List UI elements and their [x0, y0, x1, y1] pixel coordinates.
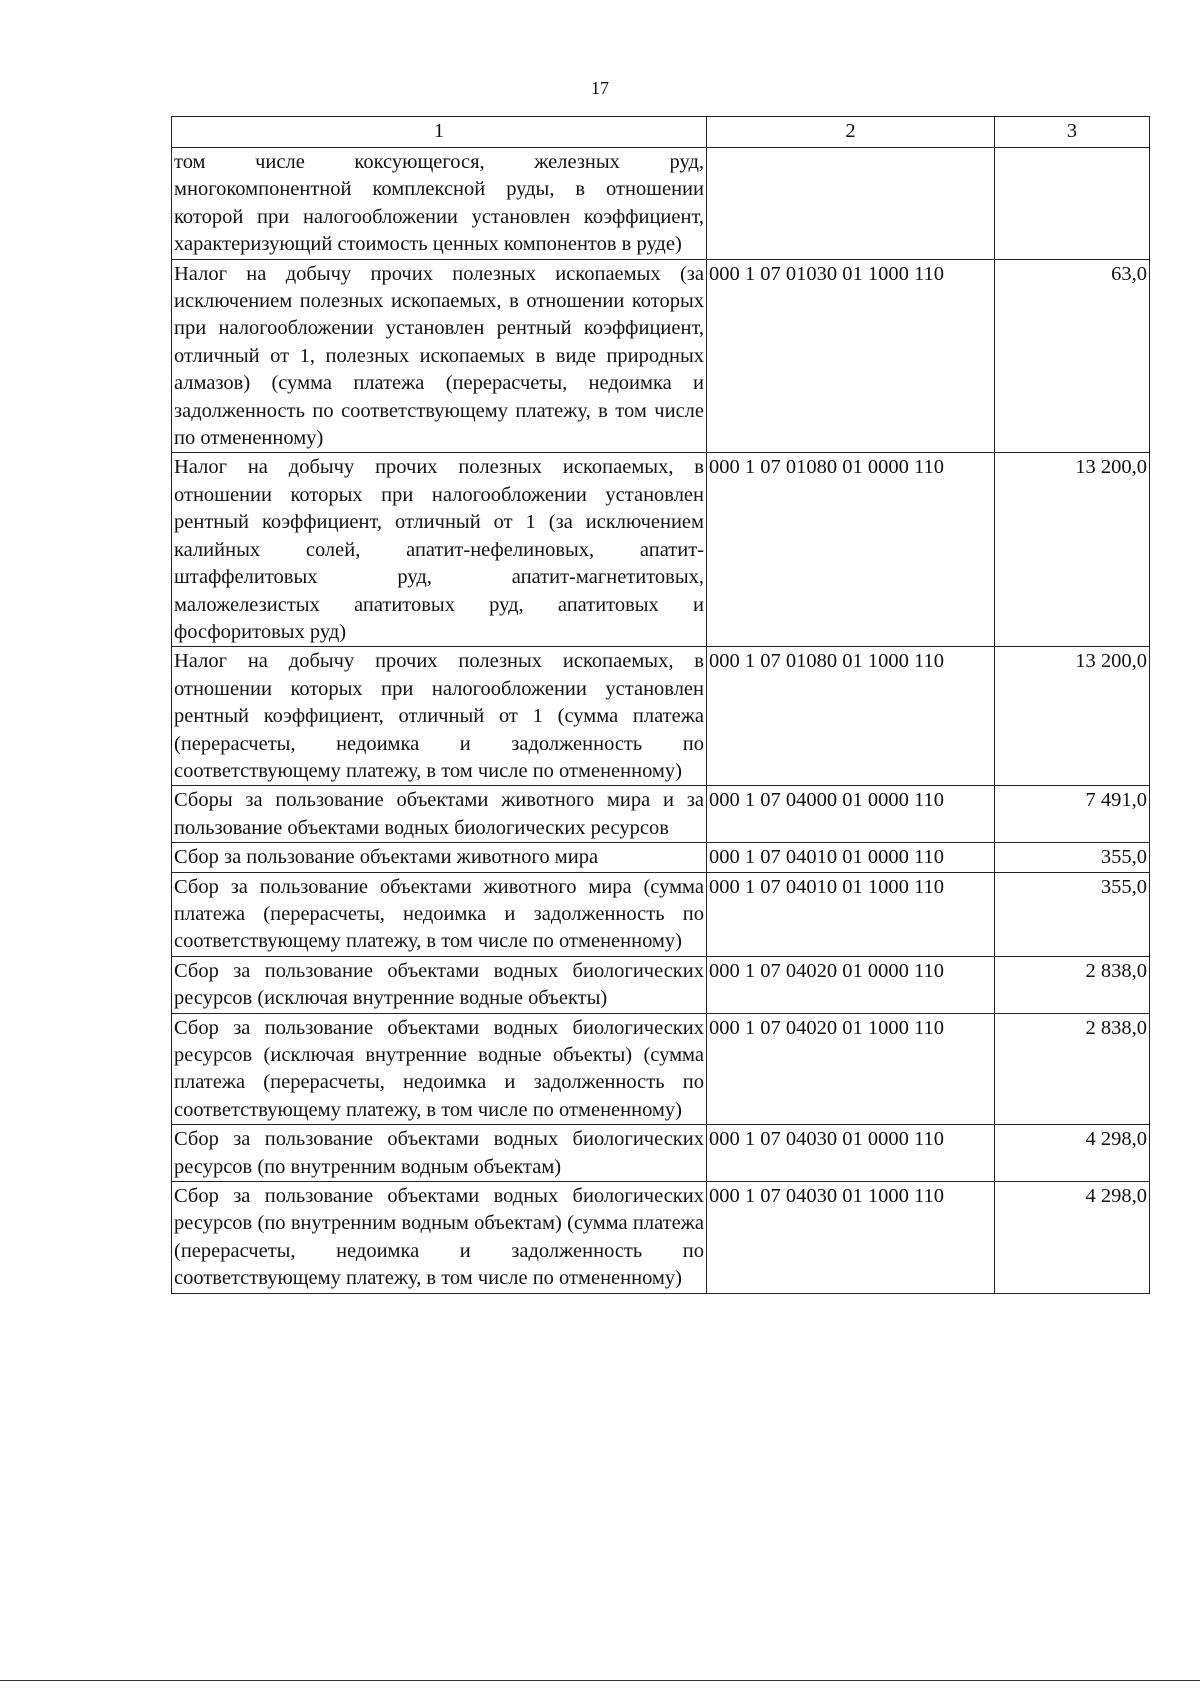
budget-code-cell: 000 1 07 01030 01 1000 110	[707, 259, 995, 453]
column-header-3: 3	[995, 117, 1150, 148]
budget-code-cell: 000 1 07 01080 01 0000 110	[707, 453, 995, 647]
revenue-name-cell: том числе коксующегося, железных руд, многокомпонентной комплексной руды, в отношении которой при налогообложении установлен коэффициент, характеризующий стоимость ценных компонентов в руде)	[172, 148, 707, 260]
bottom-rule	[0, 1680, 1200, 1681]
budget-code-cell: 000 1 07 01080 01 1000 110	[707, 647, 995, 786]
amount-cell: 13 200,0	[995, 647, 1150, 786]
budget-code-cell: 000 1 07 04000 01 0000 110	[707, 786, 995, 843]
table-row	[172, 148, 1150, 260]
amount-cell: 7 491,0	[995, 786, 1150, 843]
table-row	[172, 259, 1150, 453]
amount-cell: 4 298,0	[995, 1125, 1150, 1182]
column-header-1: 1	[172, 117, 707, 148]
table-header-row	[172, 117, 1150, 148]
revenue-name-cell: Сбор за пользование объектами водных биологических ресурсов (исключая внутренние водные объекты)	[172, 956, 707, 1013]
page-number: 17	[591, 78, 609, 98]
revenue-table	[171, 116, 1150, 1294]
table-row	[172, 786, 1150, 843]
revenue-name-cell: Сбор за пользование объектами водных биологических ресурсов (по внутренним водным объектам) (сумма платежа (перерасчеты, недоимка и задолженность по соответствующему платежу, в том числе по отмененному)	[172, 1182, 707, 1294]
budget-code-cell: 000 1 07 04030 01 1000 110	[707, 1182, 995, 1294]
budget-code-cell	[707, 148, 995, 260]
revenue-name-cell: Налог на добычу прочих полезных ископаемых (за исключением полезных ископаемых, в отношении которых при налогообложении установлен рентный коэффициент, отличный от 1, полезных ископаемых в виде природных алмазов) (сумма платежа (перерасчеты, недоимка и задолженность по соответствующему платежу, в том числе по отмененному)	[172, 259, 707, 453]
revenue-name-cell: Сбор за пользование объектами животного мира	[172, 843, 707, 872]
amount-cell	[995, 148, 1150, 260]
revenue-name-cell: Налог на добычу прочих полезных ископаемых, в отношении которых при налогообложении установлен рентный коэффициент, отличный от 1 (за исключением калийных солей, апатит-нефелиновых, апатит-штаффелитовых руд, апатит-магнетитовых, маложелезистых апатитовых руд, апатитовых и фосфоритовых руд)	[172, 453, 707, 647]
amount-cell: 13 200,0	[995, 453, 1150, 647]
budget-code-cell: 000 1 07 04010 01 0000 110	[707, 843, 995, 872]
table-row	[172, 1182, 1150, 1294]
table-row	[172, 1013, 1150, 1125]
revenue-name-cell: Налог на добычу прочих полезных ископаемых, в отношении которых при налогообложении установлен рентный коэффициент, отличный от 1 (сумма платежа (перерасчеты, недоимка и задолженность по соответствующему платежу, в том числе по отмененному)	[172, 647, 707, 786]
budget-code-cell: 000 1 07 04030 01 0000 110	[707, 1125, 995, 1182]
revenue-name-cell: Сбор за пользование объектами животного мира (сумма платежа (перерасчеты, недоимка и задолженность по соответствующему платежу, в том числе по отмененному)	[172, 872, 707, 956]
amount-cell: 2 838,0	[995, 956, 1150, 1013]
revenue-name-cell: Сбор за пользование объектами водных биологических ресурсов (исключая внутренние водные объекты) (сумма платежа (перерасчеты, недоимка и задолженность по соответствующему платежу, в том числе по отмененному)	[172, 1013, 707, 1125]
table-row	[172, 1125, 1150, 1182]
budget-code-cell: 000 1 07 04010 01 1000 110	[707, 872, 995, 956]
table-row	[172, 453, 1150, 647]
amount-cell: 2 838,0	[995, 1013, 1150, 1125]
table-row	[172, 956, 1150, 1013]
table-body	[172, 117, 1150, 1294]
table-row	[172, 843, 1150, 872]
budget-code-cell: 000 1 07 04020 01 1000 110	[707, 1013, 995, 1125]
budget-code-cell: 000 1 07 04020 01 0000 110	[707, 956, 995, 1013]
amount-cell: 355,0	[995, 843, 1150, 872]
amount-cell: 4 298,0	[995, 1182, 1150, 1294]
table-row	[172, 647, 1150, 786]
column-header-2: 2	[707, 117, 995, 148]
table-row	[172, 872, 1150, 956]
amount-cell: 63,0	[995, 259, 1150, 453]
revenue-name-cell: Сбор за пользование объектами водных биологических ресурсов (по внутренним водным объектам)	[172, 1125, 707, 1182]
revenue-name-cell: Сборы за пользование объектами животного мира и за пользование объектами водных биологических ресурсов	[172, 786, 707, 843]
amount-cell: 355,0	[995, 872, 1150, 956]
